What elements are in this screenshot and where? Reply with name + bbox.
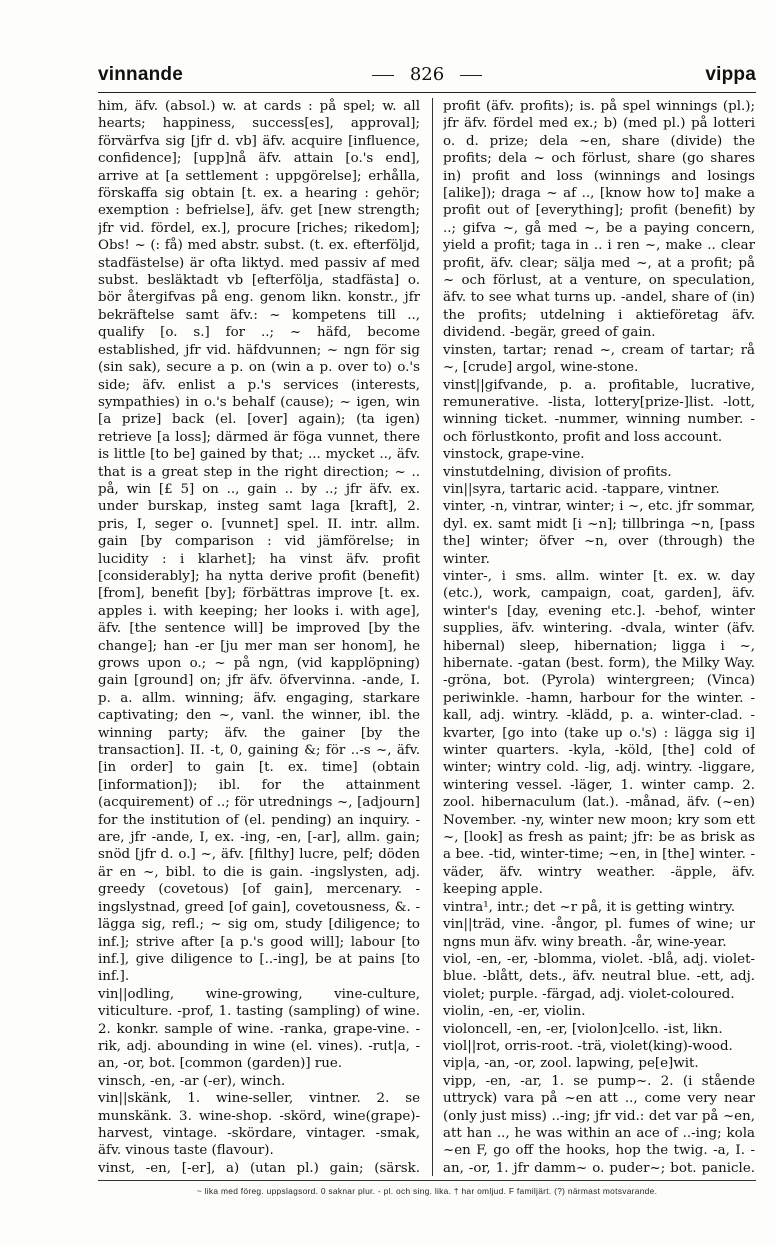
entry-paragraph: vipp, -en, -ar, 1. se pump~. 2. (i stående uttryck) vara på ~en att .., come very near (only just miss) ..-ing; jfr vid.: det var på ~en, att han .., he was within an ace of ..-ing; kola ~en F, go off the hooks, hop the twig. -a, I. -an, -or, 1. jfr damm~ o. puder~; bot. panicle. xyxy=(443,1073,755,1176)
entry-paragraph: him, äfv. (absol.) w. at cards : på spel; w. all hearts; happiness, success[es], approval]; förvärfva sig [jfr d. vb] äfv. acquire [influence, confidence]; [upp]nå äfv. attain [o.'s end], arrive at [a settlement : uppgörelse]; erhålla, förskaffa sig obtain [t. ex. a hearing : gehör; exemption : befrielse], äfv. get [new strength; jfr vid. fördel, ex.], procure [riches; rikedom]; Obs! ~ (: få) med abstr. subst. (t. ex. efterföljd, stadfästelse) är ofta liktyd. med passiv af med subst. besläktadt vb [efterfölja, stadfästa] o. bör återgifvas på eng. genom likn. konstr., jfr bekräftelse samt äfv.: ~ kompetens till .., qualify [o. s.] for ..; ~ häfd, become established, jfr vid. häfdvunnen; ~ ngn för sig (sin sak), secure a p. on (win a p. over to) o.'s side; äfv. enlist a p.'s services (interests, sympathies) in o.'s behalf (cause); ~ igen, win [a prize] back (el. [over] again); (ta igen) retrieve [a loss]; därmed är föga vunnet, there is little [to be] gained by that; ... mycket .., äfv. that is a great step in the right direction; ~ .. på, win [£ 5] on .., gain .. by ..; jfr äfv. ex. under burskap, insteg samt laga [kraft], 2. pris, I, seger o. [vunnet] spel. II. intr. allm. gain [by comparison : vid jämförelse; in lucidity : i klarhet]; ha vinst äfv. profit [considerably]; ha nytta derive profit (benefit) [from], benefit [by]; förbättras improve [t. ex. apples i. with keeping; her looks i. with age], äfv. [the sentence will] be improved [by the change]; han -er [ju mer man ser honom], he grows upon o.; ~ på ngn, (vid kapplöpning) gain [ground] on; jfr äfv. öfvervinna. -ande, I. p. a. allm. winning; äfv. engaging, starkare captivating; den ~, vanl. the winner, ibl. the winning party; äfv. the gainer [by the transaction]. II. -t, 0, gaining &; för ..-s ~, äfv. [in order] to gain [t. ex. time] (obtain [information]); ibl. for the attainment (acquirement) of ..; för utrednings ~, [adjourn] for the institution of (el. pending) an inquiry. -are, jfr -ande, I, ex. -ing, -en, [-ar], allm. gain; snöd [jfr d. o.] ~, äfv. [filthy] lucre, pelf; döden är en ~, bibl. to die is gain. -ingslysten, adj. greedy (covetous) [of gain], mercenary. -ingslystnad, greed [of gain], covetousness, &. -lägga sig, refl.; ~ sig om, study [diligence; to inf.]; strive after [a p.'s good will]; labour [to inf.], give diligence to [..-ing], be at pains [to inf.]. xyxy=(98,99,420,985)
entry-paragraph: vinst||gifvande, p. a. profitable, lucrative, remunerative. -lista, lottery[prize-]list. -lott, winning ticket. -nummer, winning number. - och förlustkonto, profit and loss account. xyxy=(443,377,755,445)
entry-paragraph: vin||syra, tartaric acid. -tappare, vintner. xyxy=(443,481,720,497)
left-column xyxy=(98,98,420,1176)
headword-left: vinnande xyxy=(98,64,184,85)
entry-paragraph: vinsch, -en, -ar (-er), winch. xyxy=(98,1073,286,1089)
entry-paragraph: profit (äfv. profits); is. på spel winnings (pl.); jfr äfv. fördel med ex.; b) (med pl.) på lotteri o. d. prize; dela ~en, share (divide) the profits; dela ~ och förlust, share (go shares in) profit and loss (winnings and losings [alike]); draga ~ af .., [know how to] make a profit out of [everything]; profit (benefit) by ..; gifva ~, gå med ~, be a paying concern, yield a profit; taga in .. i ren ~, make .. clear profit, äfv. clear; sälja med ~, at a profit; på ~ och förlust, at a venture, on speculation, äfv. to see what turns up. -andel, share of (in) the profits; utdelning i aktieföretag äfv. dividend. -begär, greed of gain. xyxy=(443,99,755,341)
entry-paragraph: vip|a, -an, -or, zool. lapwing, pe[e]wit. xyxy=(443,1056,699,1072)
entry-paragraph: violoncell, -en, -er, [violon]cello. -ist, likn. xyxy=(443,1021,723,1037)
entry-paragraph: vin||träd, vine. -ångor, pl. fumes of wine; ur ngns mun äfv. winy breath. -år, wine-year. xyxy=(443,917,755,950)
entry-paragraph: viol, -en, -er, -blomma, violet. -blå, adj. violet-blue. -blått, dets., äfv. neutral blue. -ett, adj. violet; purple. -färgad, adj. violet-coloured. xyxy=(443,951,755,1002)
entry-paragraph: viol||rot, orris-root. -trä, violet(king)-wood. xyxy=(443,1038,733,1054)
headword-right: vippa xyxy=(705,64,756,85)
footer-rule xyxy=(98,1180,756,1181)
entry-paragraph: vinter-, i sms. allm. winter [t. ex. w. day (etc.), work, campaign, coat, garden], äfv. winter's [day, evening etc.]. -behof, winter supplies, äfv. wintering. -dvala, winter (äfv. hibernal) sleep, hibernation; ligga i ~, hibernate. -gatan (best. form), the Milky Way. -gröna, bot. (Pyrola) wintergreen; (Vinca) periwinkle. -hamn, harbour for the winter. -kall, adj. wintry. -klädd, p. a. winter-clad. -kvarter, [go into (take up o.'s) : lägga sig i] winter quarters. -kyla, -köld, [the] cold of winter; wintry cold. -lig, adj. wintry. -liggare, wintering vessel. -läger, 1. winter camp. 2. zool. hibernaculum (lat.). -månad, äfv. (~en) November. -ny, winter new moon; kry som ett ~, [look] as fresh as paint; jfr: be as brisk as a bee. -tid, winter-time; ~en, in [the] winter. -väder, äfv. wintry weather. -äpple, äfv. keeping apple. xyxy=(443,568,755,898)
entry-paragraph: violin, -en, -er, violin. xyxy=(443,1004,586,1020)
entry-paragraph: vinstutdelning, division of profits. xyxy=(443,464,672,480)
page-header xyxy=(98,64,756,90)
page-number-value: 826 xyxy=(409,64,445,85)
entry-paragraph: vintra¹, intr.; det ~r på, it is getting wintry. xyxy=(443,899,735,915)
entry-paragraph: vinter, -n, vintrar, winter; i ~, etc. jfr sommar, dyl. ex. samt midt [i ~n]; tillbringa ~n, [pass the] winter; öfver ~n, over (through) the winter. xyxy=(443,499,755,567)
right-column xyxy=(443,98,755,1176)
abbreviation-legend: ~ lika med föreg. uppslagsord. 0 saknar plur. - pl. och sing. lika. † har omljud. F familjärt. (?) närmast motsvarande. xyxy=(196,1186,658,1196)
column-divider xyxy=(432,98,433,1176)
page-number xyxy=(98,64,756,85)
entry-paragraph: vinst, -en, [-er], a) (utan pl.) gain; (särsk. xyxy=(98,1160,420,1176)
entry-paragraph: vin||odling, wine-growing, vine-culture, viticulture. -prof, 1. tasting (sampling) of wine. 2. konkr. sample of wine. -ranka, grape-vine. -rik, adj. abounding in wine (el. vines). -rut|a, -an, -or, bot. [common (garden)] rue. xyxy=(98,986,420,1072)
entry-paragraph: vinstock, grape-vine. xyxy=(443,447,585,463)
entry-paragraph: vinsten, tartar; renad ~, cream of tartar; rå ~, [crude] argol, wine-stone. xyxy=(443,342,755,376)
entry-paragraph: vin||skänk, 1. wine-seller, vintner. 2. se munskänk. 3. wine-shop. -skörd, wine(grape)-harvest, vintage. -skördare, vintager. -smak, äfv. vinous taste (flavour). xyxy=(98,1091,420,1159)
header-rule xyxy=(98,92,756,93)
